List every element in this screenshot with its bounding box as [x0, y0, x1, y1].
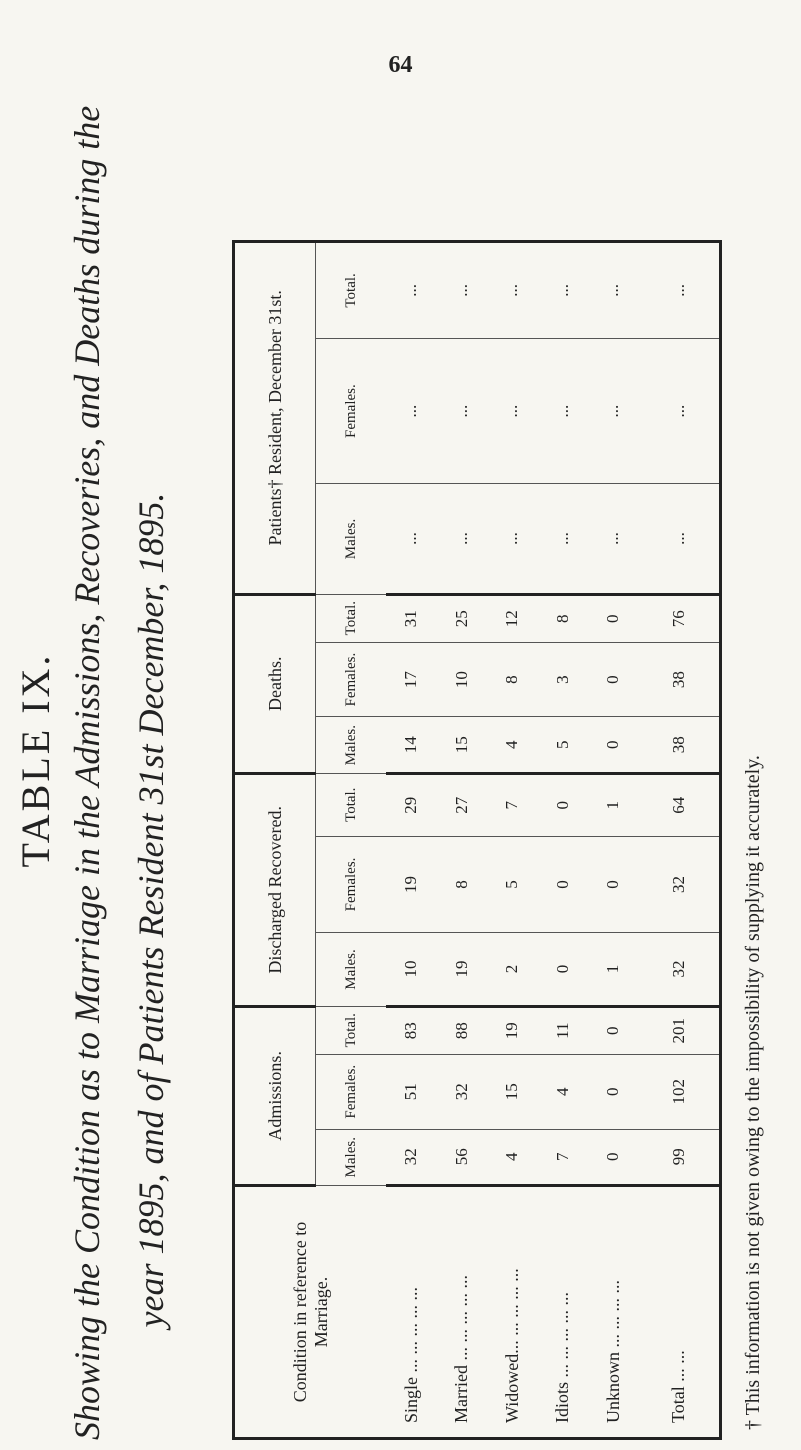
table-cell: ... — [588, 338, 638, 484]
table-cell: 7 — [487, 773, 537, 836]
condition-header: Condition in reference to Marriage. — [289, 1221, 331, 1403]
title-block — [0, 20, 230, 1440]
table-cell: 5 — [487, 836, 537, 933]
table-cell: 19 — [487, 1006, 537, 1054]
table-cell: 201 — [638, 1006, 720, 1054]
col-header: Males. — [316, 717, 387, 773]
table-cell: 51 — [386, 1054, 436, 1129]
table-cell: 64 — [638, 773, 720, 836]
table-cell: ... — [537, 484, 587, 594]
table-cell: 0 — [588, 594, 638, 642]
col-header: Total. — [316, 1006, 387, 1054]
table-cell: 15 — [487, 1054, 537, 1129]
table-cell: 32 — [386, 1129, 436, 1185]
group-header-admissions: Admissions. — [234, 1006, 316, 1185]
table-cell: 0 — [588, 836, 638, 933]
row-label: Unknown ... ... ... ... — [602, 1280, 623, 1423]
table-cell: 38 — [638, 642, 720, 717]
table-row — [386, 242, 436, 1439]
table-cell: ... — [386, 484, 436, 594]
row-label: Widowed... ... ... ... ... — [501, 1268, 522, 1423]
total-row — [638, 242, 720, 1439]
table-cell: 31 — [386, 594, 436, 642]
table-cell: 76 — [638, 594, 720, 642]
table-cell: 17 — [386, 642, 436, 717]
table-cell: 2 — [487, 933, 537, 1006]
footnote: † This information is not given owing to the impossibility of supplying it accurately. — [742, 755, 764, 1430]
group-header-discharged: Discharged Recovered. — [234, 773, 316, 1006]
table-title: TABLE IX. — [13, 652, 58, 868]
table-cell: 0 — [537, 933, 587, 1006]
table-cell: 27 — [436, 773, 486, 836]
row-label: Married ... ... ... ... ... — [451, 1275, 472, 1423]
table-cell: ... — [436, 484, 486, 594]
table-cell: 29 — [386, 773, 436, 836]
col-header: Females. — [316, 1054, 387, 1129]
marriage-condition-table — [232, 240, 722, 1440]
table-cell: 32 — [638, 933, 720, 1006]
col-header: Total. — [316, 773, 387, 836]
table-subtitle-line-1: Showing the Condition as to Marriage in the Admissions, Recoveries, and Deaths during the — [67, 105, 107, 1440]
table-cell: ... — [588, 484, 638, 594]
table-cell: 10 — [436, 642, 486, 717]
table-cell: ... — [588, 242, 638, 339]
table-cell: ... — [386, 242, 436, 339]
table-row — [487, 242, 537, 1439]
row-label: Total ... ... — [668, 1350, 689, 1423]
table-cell: 10 — [386, 933, 436, 1006]
table-cell: 4 — [537, 1054, 587, 1129]
table-cell: 99 — [638, 1129, 720, 1185]
page-number: 64 — [388, 52, 413, 78]
table-cell: 11 — [537, 1006, 587, 1054]
table-row — [537, 242, 587, 1439]
table-cell: 1 — [588, 933, 638, 1006]
table-cell: 4 — [487, 717, 537, 773]
table-cell: 0 — [588, 1129, 638, 1185]
table-cell: 83 — [386, 1006, 436, 1054]
table-cell: 5 — [537, 717, 587, 773]
col-header: Total. — [316, 242, 387, 339]
table-cell: 88 — [436, 1006, 486, 1054]
table-cell: 1 — [588, 773, 638, 836]
table-cell: ... — [537, 242, 587, 339]
table-cell: 19 — [386, 836, 436, 933]
table-cell: 32 — [436, 1054, 486, 1129]
table-cell: ... — [436, 242, 486, 339]
col-header: Females. — [316, 836, 387, 933]
table-cell: 0 — [537, 836, 587, 933]
table-cell: 25 — [436, 594, 486, 642]
group-header-deaths: Deaths. — [234, 594, 316, 773]
col-header: Males. — [316, 933, 387, 1006]
table-cell: 0 — [537, 773, 587, 836]
table-subtitle-line-2: year 1895, and of Patients Resident 31st December, 1895. — [131, 492, 171, 1328]
col-header: Females. — [316, 642, 387, 717]
table-cell: ... — [487, 338, 537, 484]
table-cell: 32 — [638, 836, 720, 933]
table-cell: 3 — [537, 642, 587, 717]
table-cell: ... — [638, 242, 720, 339]
table-container — [232, 240, 722, 1440]
table-cell: 4 — [487, 1129, 537, 1185]
group-header-resident: Patients† Resident, December 31st. — [234, 242, 316, 595]
table-cell: ... — [487, 484, 537, 594]
table-cell: ... — [537, 338, 587, 484]
row-label: Single ... ... ... ... ... — [400, 1286, 421, 1423]
table-cell: 0 — [588, 1054, 638, 1129]
table-cell: 102 — [638, 1054, 720, 1129]
table-cell: 19 — [436, 933, 486, 1006]
table-cell: ... — [638, 338, 720, 484]
table-cell: ... — [436, 338, 486, 484]
table-cell: ... — [638, 484, 720, 594]
table-cell: 8 — [436, 836, 486, 933]
table-cell: 38 — [638, 717, 720, 773]
table-cell: 7 — [537, 1129, 587, 1185]
col-header: Total. — [316, 594, 387, 642]
col-header: Females. — [316, 338, 387, 484]
table-cell: ... — [386, 338, 436, 484]
table-cell: 8 — [487, 642, 537, 717]
table-row — [588, 242, 638, 1439]
table-row — [436, 242, 486, 1439]
table-cell: 56 — [436, 1129, 486, 1185]
col-header: Males. — [316, 1129, 387, 1185]
row-label: Idiots ... ... ... ... ... — [552, 1291, 573, 1423]
table-cell: 0 — [588, 717, 638, 773]
table-cell: 12 — [487, 594, 537, 642]
table-cell: 15 — [436, 717, 486, 773]
table-cell: 14 — [386, 717, 436, 773]
table-cell: 0 — [588, 1006, 638, 1054]
table-cell: 0 — [588, 642, 638, 717]
col-header: Males. — [316, 484, 387, 594]
table-cell: ... — [487, 242, 537, 339]
table-cell: 8 — [537, 594, 587, 642]
